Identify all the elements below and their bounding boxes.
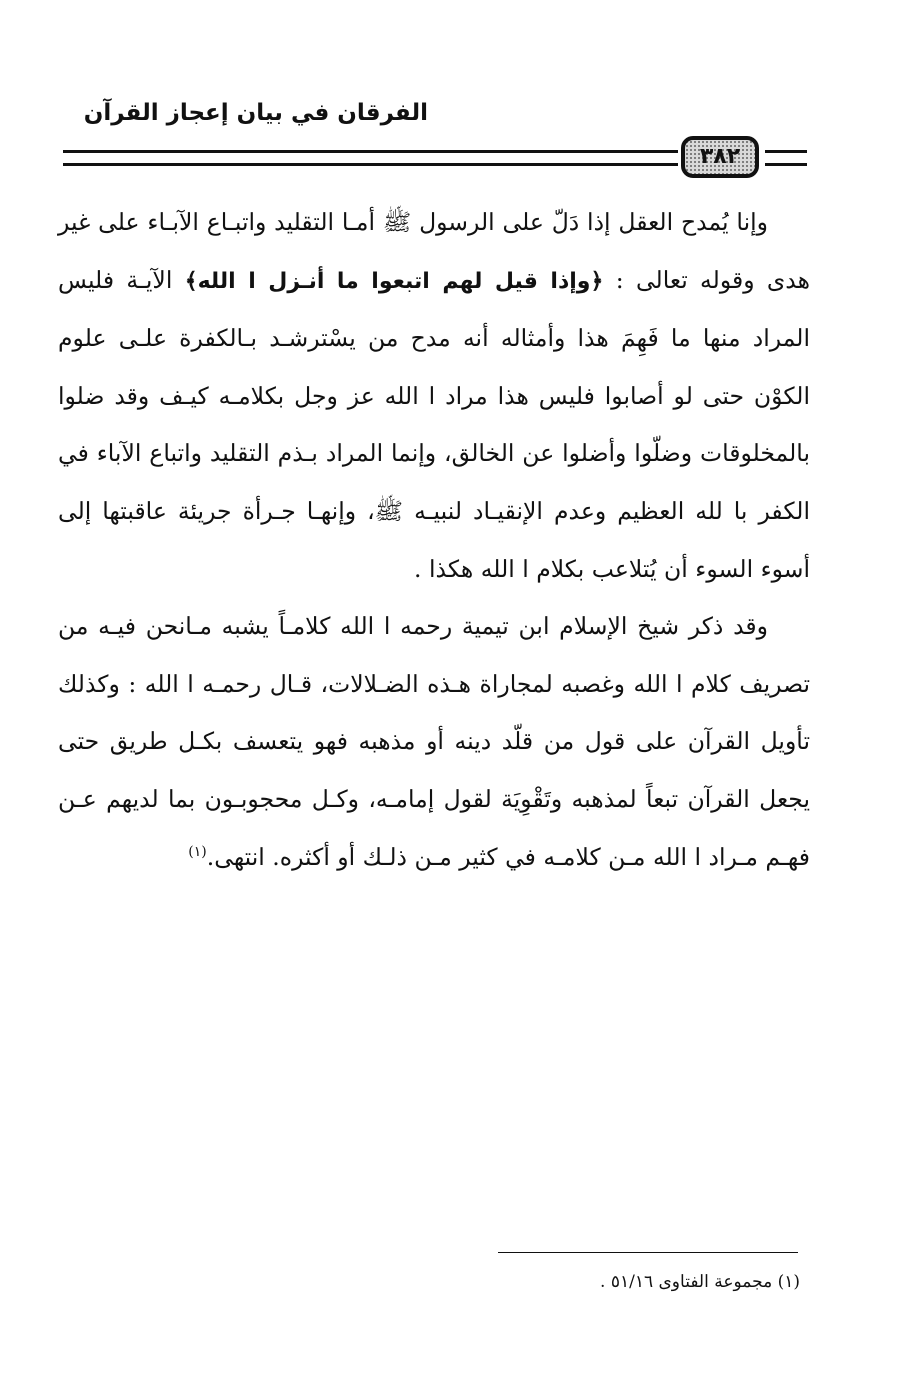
body-text <box>58 194 810 886</box>
header-rule-top <box>63 150 678 153</box>
header-rule-top-right <box>765 150 807 153</box>
paragraph-2 <box>58 598 810 886</box>
footnote: (١) مجموعة الفتاوى ٥١/١٦ . <box>600 1272 800 1292</box>
paragraph-1-text-b: الآيـة فليس المراد منها ما فَهِمَ هذا وأمثاله أنه مدح من يسْترشـد بـالكفرة علـى علوم الكوْن حتى لو أصابوا فليس هذا مراد ا الله عز وجل بكلامـه كيـف وقد ضلوا بالمخلوقات وضلّوا وأضلوا عن الخالق، وإنما المراد بـذم التقليد واتباع الآباء في الكفر با لله العظيم وعدم الإنقيـاد لنبيـه ﷺ، وإنهـا جـرأة جريئة عاقبتها إلى أسوء السوء أن يُتلاعب بكلام ا الله هكذا . <box>58 265 810 583</box>
paragraph-1 <box>58 194 810 598</box>
quran-verse: ﴿وإذا قيل لهم اتبعوا ما أنـزل ا الله﴾ <box>184 268 604 294</box>
header-rule-bottom-right <box>765 163 807 166</box>
page-number-badge: ٣٨٢ <box>681 136 759 178</box>
running-title: الفرقان في بيان إعجاز القرآن <box>83 100 428 126</box>
header-rule-bottom <box>63 163 678 166</box>
paragraph-2-text: وقد ذكر شيخ الإسلام ابن تيمية رحمه ا الله كلامـاً يشبه مـانحن فيـه من تصريف كلام ا الله وغصبه لمجاراة هـذه الضـلالات، قـال رحمـه ا الله : وكذلك تأويل القرآن على قول من قلّد دينه أو مذهبه فهو يتعسف بكـل طريق حتى يجعل القرآن تبعاً لمذهبه وتَقْوِيَة لقول إمامـه، وكـل محجوبـون بما لديهم عـن فهـم مـراد ا الله مـن كلامـه في كثير مـن ذلـك أو أكثره. انتهى. <box>58 612 810 871</box>
paragraph-1-text-a: وإنا يُمدح العقل إذا دَلّ على الرسول ﷺ أمـا التقليد واتبـاع الآبـاء على غير هدى وقوله تعالى : <box>58 208 810 294</box>
footnote-reference[interactable]: (١) <box>188 843 207 860</box>
footnote-separator <box>498 1252 798 1253</box>
